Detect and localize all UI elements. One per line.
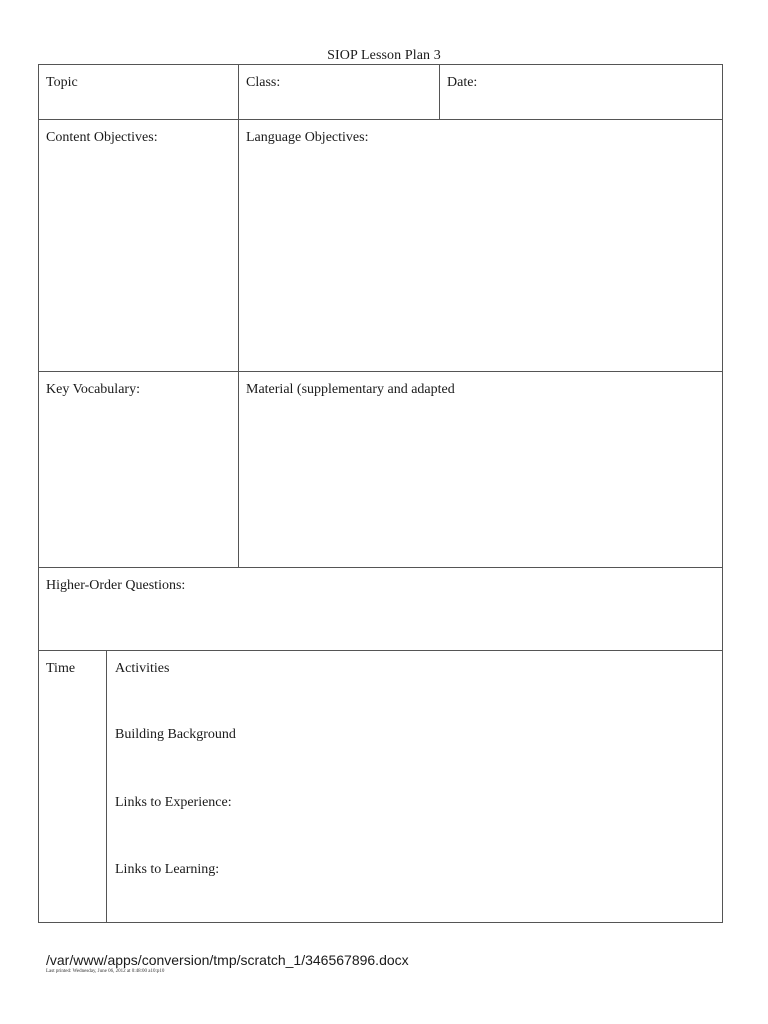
footer-file-path: /var/www/apps/conversion/tmp/scratch_1/346567896.docx: [46, 952, 409, 968]
lesson-plan-form: [38, 64, 723, 923]
topic-label: Topic: [46, 75, 78, 90]
activities-label: Activities: [115, 661, 170, 676]
class-cell[interactable]: [239, 65, 439, 119]
content-objectives-label: Content Objectives:: [46, 130, 158, 145]
key-vocabulary-cell[interactable]: [39, 372, 238, 567]
time-cell[interactable]: [39, 651, 106, 923]
links-to-experience-label: Links to Experience:: [115, 795, 232, 810]
building-background-label: Building Background: [115, 727, 236, 742]
links-to-learning-label: Links to Learning:: [115, 862, 220, 877]
key-vocabulary-label: Key Vocabulary:: [46, 382, 140, 397]
material-cell[interactable]: [239, 372, 722, 567]
higher-order-questions-label: Higher-Order Questions:: [46, 578, 186, 593]
language-objectives-label: Language Objectives:: [246, 130, 369, 145]
topic-cell[interactable]: [39, 65, 238, 119]
material-label: Material (supplementary and adapted: [246, 382, 455, 397]
higher-order-questions-cell[interactable]: [39, 568, 722, 650]
time-label: Time: [46, 661, 76, 676]
language-objectives-cell[interactable]: [239, 120, 722, 371]
date-cell[interactable]: [440, 65, 722, 119]
document-title: SIOP Lesson Plan 3: [327, 48, 441, 63]
activities-cell[interactable]: [107, 651, 722, 923]
content-objectives-cell[interactable]: [39, 120, 238, 371]
date-label: Date:: [447, 75, 478, 90]
footer-last-printed: Last printed: Wednesday, June 06, 2012 at 0:48:00 a10:p10: [46, 969, 165, 974]
class-label: Class:: [246, 75, 281, 90]
